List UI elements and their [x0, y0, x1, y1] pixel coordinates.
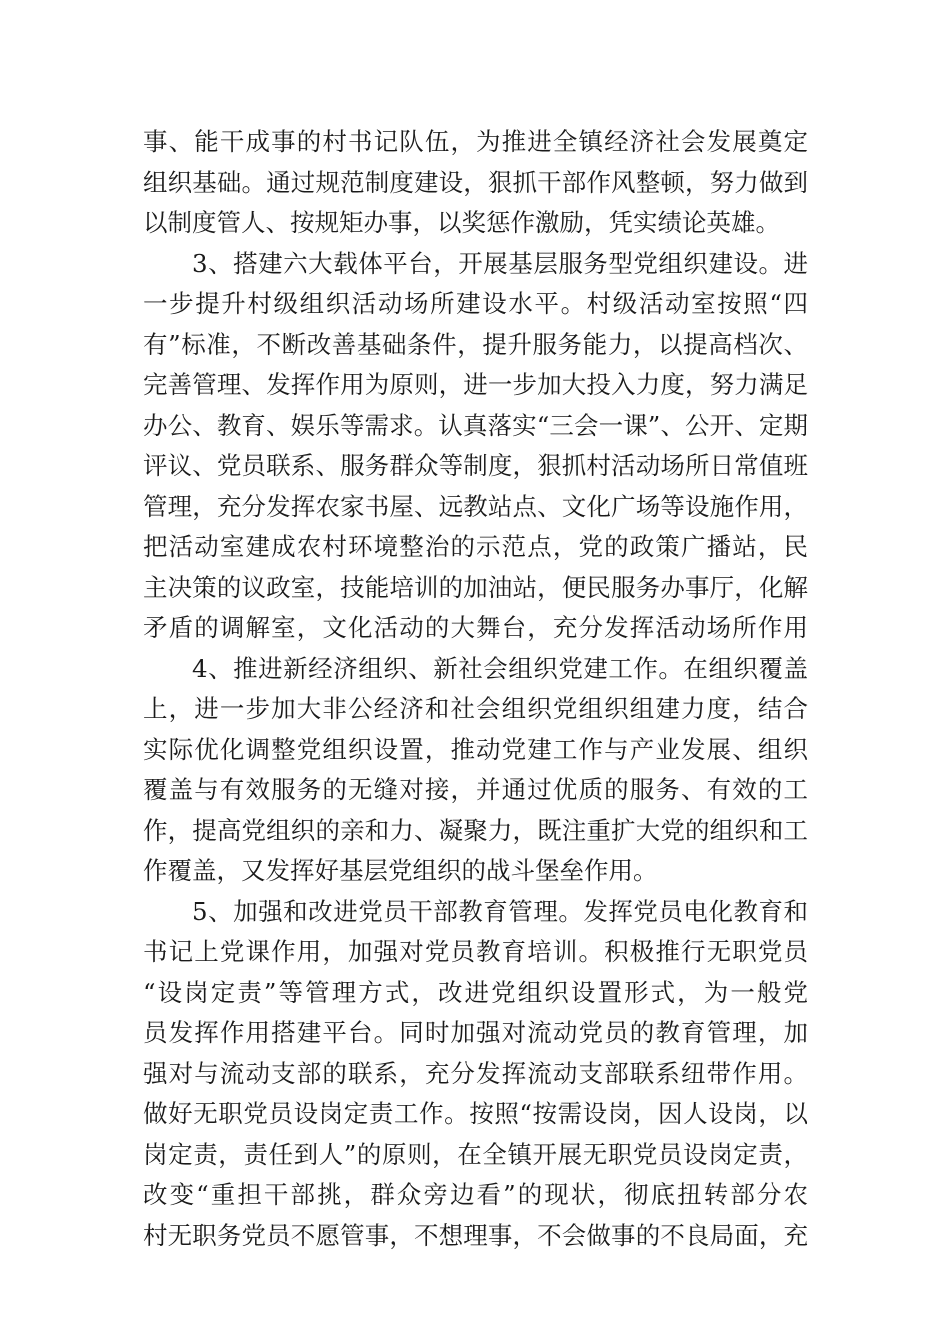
text-line: 改变“重担干部挑，群众旁边看”的现状，彻底扭转部分农	[143, 1180, 808, 1209]
text-line: 以制度管人、按规矩办事，以奖惩作激励，凭实绩论英雄。	[143, 208, 780, 237]
text-line: 强对与流动支部的联系，充分发挥流动支部联系纽带作用。	[143, 1058, 808, 1088]
text-line: 覆盖与有效服务的无缝对接，并通过优质的服务、有效的工	[143, 775, 808, 804]
text-line: 有”标准，不断改善基础条件，提升服务能力，以提高档次、	[143, 329, 808, 359]
text-line: 主决策的议政室，技能培训的加油站，便民服务办事厅，化解	[143, 572, 808, 602]
text-line: 作，提高党组织的亲和力、凝聚力，既注重扩大党的组织和工	[143, 815, 808, 845]
text-line: 3、搭建六大载体平台，开展基层服务型党组织建设。进	[192, 248, 808, 278]
text-line: 村无职务党员不愿管事，不想理事，不会做事的不良局面，充	[143, 1220, 808, 1250]
text-line: 完善管理、发挥作用为原则，进一步加大投入力度，努力满足	[143, 370, 808, 399]
document-body	[143, 122, 808, 1256]
text-line: 评议、党员联系、服务群众等制度，狠抓村活动场所日常值班	[143, 451, 808, 480]
text-line: “设岗定责”等管理方式，改进党组织设置形式，为一般党	[143, 977, 808, 1007]
text-line: 员发挥作用搭建平台。同时加强对流动党员的教育管理，加	[143, 1018, 808, 1047]
text-line: 事、能干成事的村书记队伍，为推进全镇经济社会发展奠定	[143, 127, 808, 156]
text-line: 做好无职党员设岗定责工作。按照“按需设岗，因人设岗，以	[143, 1099, 808, 1128]
text-line: 办公、教育、娱乐等需求。认真落实“三会一课”、公开、定期	[143, 410, 808, 440]
text-line: 实际优化调整党组织设置，推动党建工作与产业发展、组织	[143, 734, 808, 764]
text-line: 作覆盖，又发挥好基层党组织的战斗堡垒作用。	[143, 856, 658, 885]
text-line: 5、加强和改进党员干部教育管理。发挥党员电化教育和	[192, 896, 808, 926]
text-line: 把活动室建成农村环境整治的示范点，党的政策广播站，民	[143, 532, 808, 561]
text-line: 管理，充分发挥农家书屋、远教站点、文化广场等设施作用，	[143, 491, 808, 521]
text-line: 矛盾的调解室，文化活动的大舞台，充分发挥活动场所作用	[143, 613, 808, 642]
text-line: 一步提升村级组织活动场所建设水平。村级活动室按照“四	[143, 289, 808, 318]
text-line: 组织基础。通过规范制度建设，狠抓干部作风整顿，努力做到	[143, 167, 808, 197]
text-line: 4、推进新经济组织、新社会组织党建工作。在组织覆盖	[192, 653, 808, 683]
text-line: 上，进一步加大非公经济和社会组织党组织组建力度，结合	[143, 694, 808, 723]
text-line: 书记上党课作用，加强对党员教育培训。积极推行无职党员	[143, 937, 808, 966]
text-line: 岗定责，责任到人”的原则，在全镇开展无职党员设岗定责，	[143, 1139, 808, 1169]
